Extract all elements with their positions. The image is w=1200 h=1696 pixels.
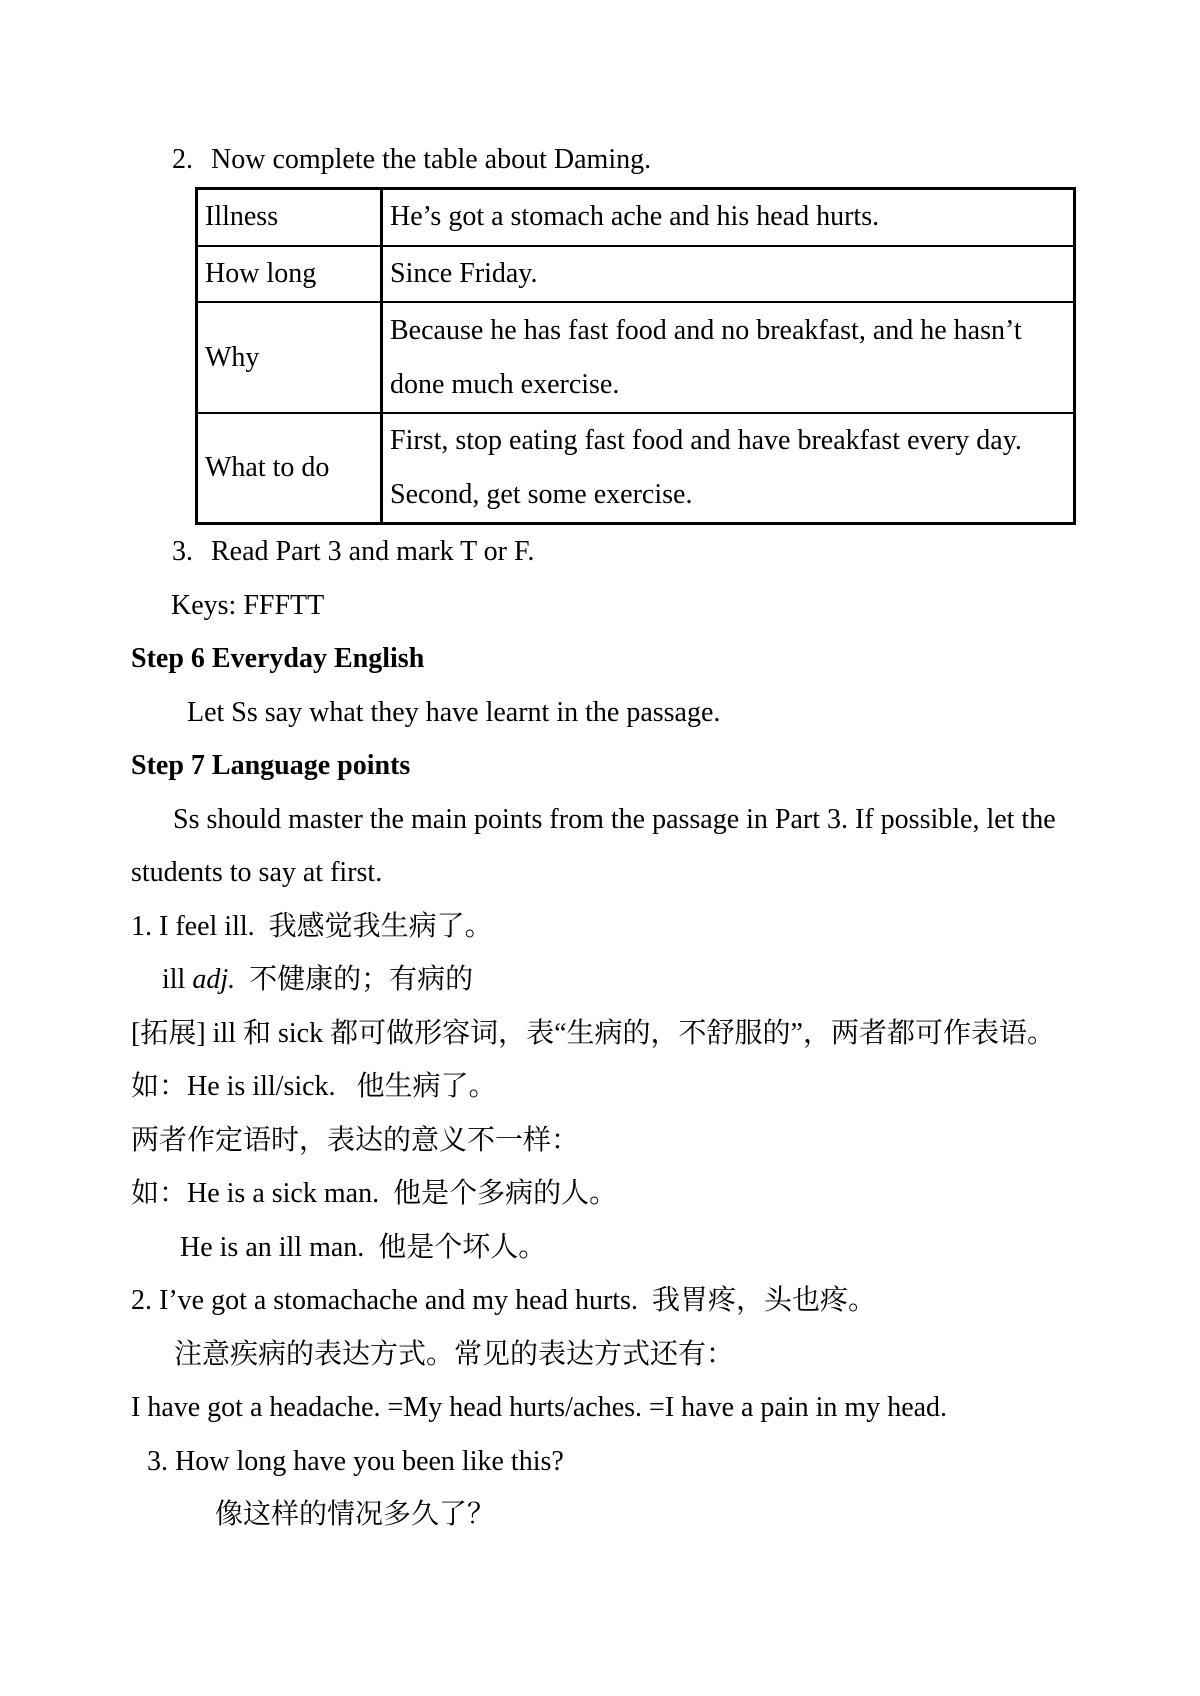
point-1-example-2: 如：He is a sick man. 他是个多病的人。 (131, 1178, 618, 1209)
row-label: What to do (197, 413, 382, 524)
point-2-note: 注意疾病的表达方式。常见的表达方式还有： (174, 1338, 735, 1370)
point-3-sentence: 3. How long have you been like this? (147, 1445, 564, 1477)
section-2-title: Now complete the table about Daming. (211, 144, 652, 175)
point-2-sentence: 2. I’ve got a stomachache and my head hurts. 我胃疼，头也疼。 (131, 1285, 876, 1316)
section-2-heading (131, 133, 1090, 187)
row-value: He’s got a stomach ache and his head hurts. (382, 188, 1075, 246)
section-2-number: 2. (172, 144, 193, 175)
row-value: Because he has fast food and no breakfast, and he hasn’t done much exercise. (382, 302, 1075, 413)
row-value: First, stop eating fast food and have breakfast every day. Second, get some exercise. (382, 413, 1075, 524)
point-1-example-3: He is an ill man. 他是个坏人。 (180, 1231, 547, 1263)
keys-line: Keys: FFFTT (171, 589, 325, 621)
daming-table (195, 187, 1076, 526)
point-2-examples: I have got a headache. =My head hurts/aches. =I have a pain in my head. (131, 1392, 948, 1423)
point-3-translation: 像这样的情况多久了？ (215, 1499, 496, 1530)
step-6-heading: Step 6 Everyday English (131, 643, 425, 674)
point-1-expansion: [拓展] ill 和 sick 都可做形容词，表“生病的，不舒服的”，两者都可作表语。 (131, 1017, 1055, 1049)
step-6-body: Let Ss say what they have learnt in the passage. (187, 696, 721, 728)
table-row-what-to-do (197, 413, 1075, 524)
table-row-why (197, 302, 1075, 413)
row-label: How long (197, 246, 382, 302)
point-1-note: 两者作定语时，表达的意义不一样： (131, 1124, 580, 1156)
section-3-title: Read Part 3 and mark T or F. (211, 536, 535, 567)
step-7-intro-line-1: Ss should master the main points from the passage in Part 3. If possible, let the (173, 803, 1056, 835)
step-7-intro-line-2: students to say at first. (131, 857, 383, 888)
step-7-heading: Step 7 Language points (131, 750, 411, 781)
row-value: Since Friday. (382, 246, 1075, 302)
section-3-number: 3. (172, 536, 193, 567)
point-1-definition: ill adj. 不健康的；有病的 (162, 964, 474, 995)
row-label: Illness (197, 188, 382, 246)
table-row-how-long (197, 246, 1075, 302)
table-row-illness (197, 188, 1075, 246)
point-1-sentence: 1. I feel ill. 我感觉我生病了。 (131, 910, 493, 942)
row-label: Why (197, 302, 382, 413)
section-3-heading (131, 525, 1090, 579)
point-1-example-1: 如：He is ill/sick. 他生病了。 (131, 1071, 497, 1102)
pos-abbreviation: adj. (192, 964, 236, 995)
